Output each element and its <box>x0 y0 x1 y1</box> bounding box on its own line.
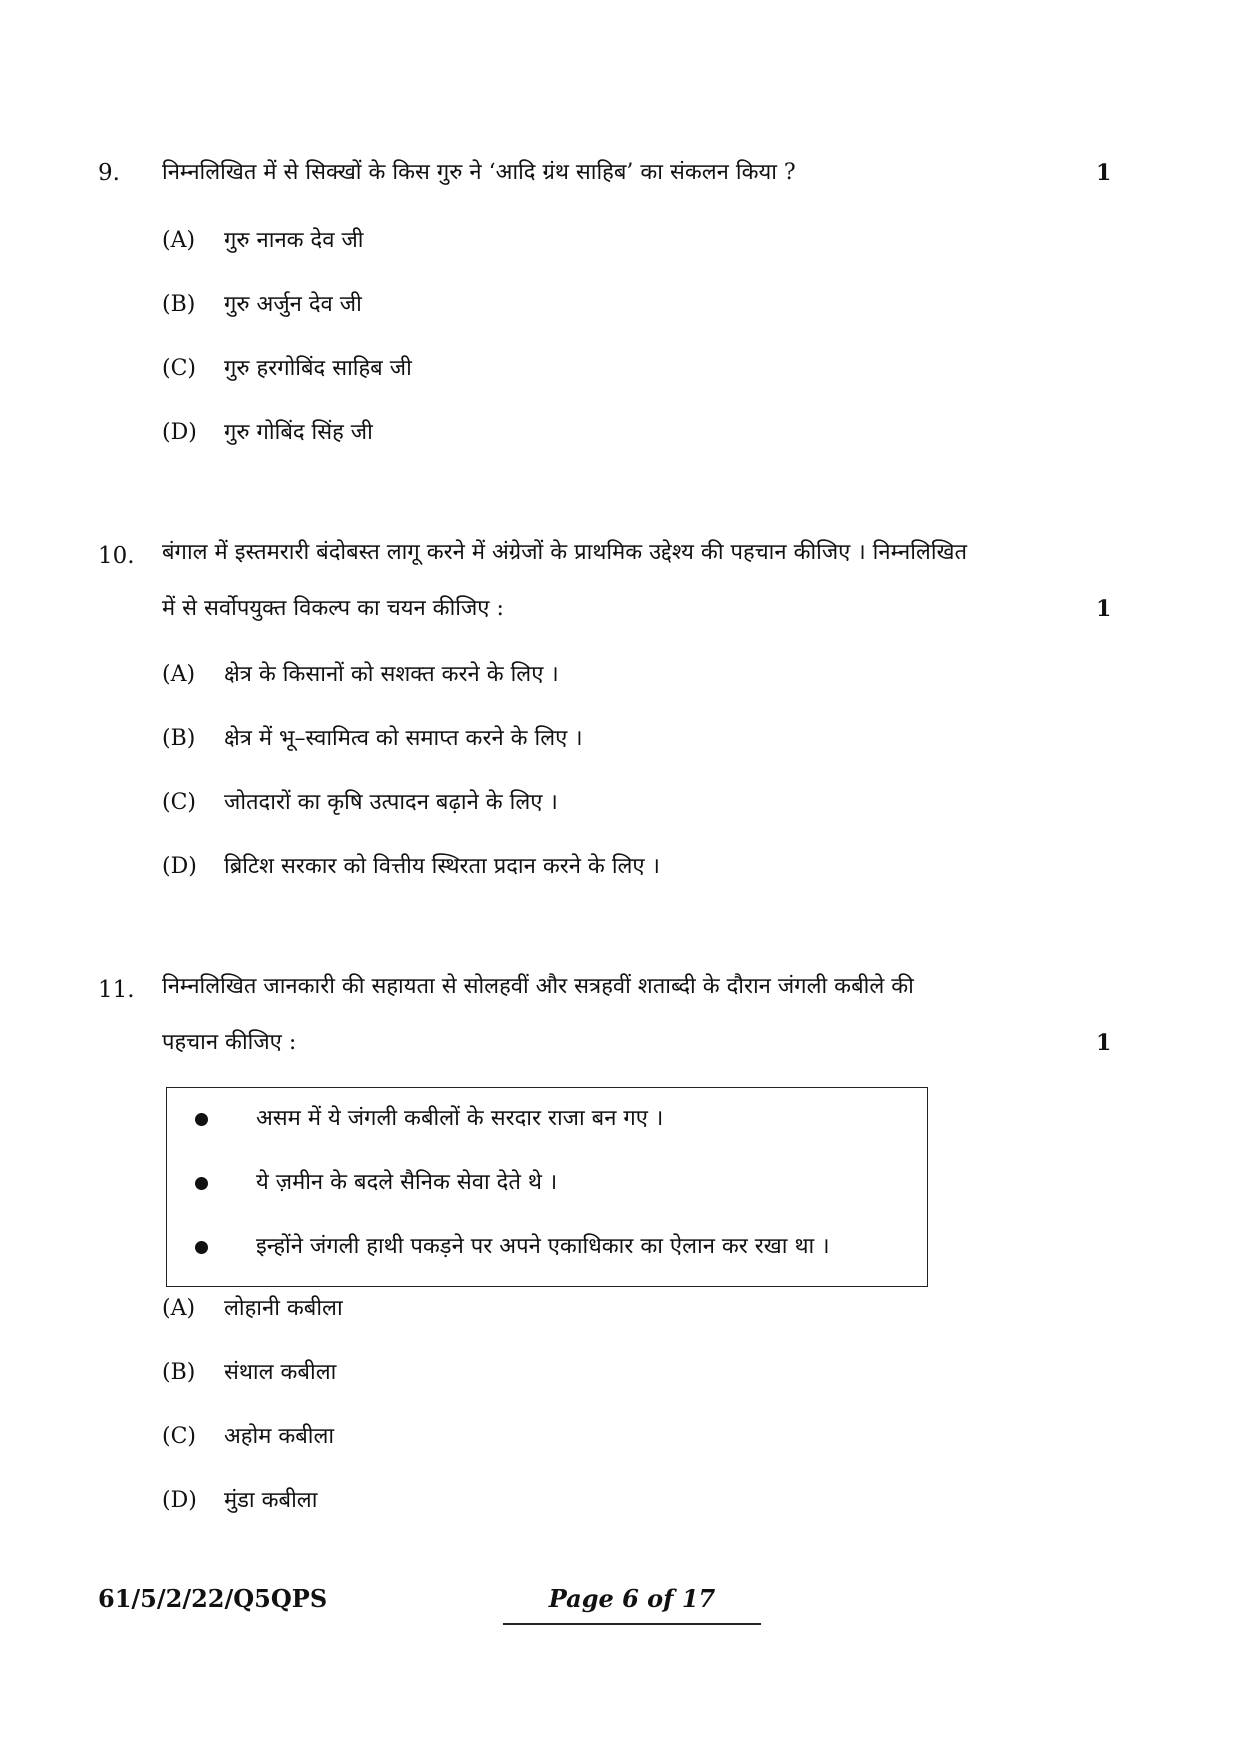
option-c <box>162 352 412 382</box>
option-label: (A) <box>162 662 196 687</box>
question-number: 9. <box>98 160 120 186</box>
option-d <box>162 850 660 880</box>
option-label: (A) <box>162 228 196 253</box>
option-label: (C) <box>162 356 196 381</box>
question-marks: 1 <box>1096 160 1112 186</box>
option-label: (B) <box>162 1360 196 1385</box>
question-marks: 1 <box>1096 1030 1112 1056</box>
option-text: मुंडा कबीला <box>224 1488 318 1513</box>
question-text-line-2: पहचान कीजिए : <box>162 1030 297 1055</box>
option-text: ब्रिटिश सरकार को वित्तीय स्थिरता प्रदान करने के लिए । <box>224 854 660 879</box>
option-c <box>162 786 558 816</box>
question-number: 10. <box>98 543 135 569</box>
question-marks: 1 <box>1096 596 1112 622</box>
paper-code: 61/5/2/22/Q5QPS <box>98 1584 328 1613</box>
info-point-text: ये ज़मीन के बदले सैनिक सेवा देते थे । <box>256 1170 558 1195</box>
option-label: (C) <box>162 790 196 815</box>
option-text: क्षेत्र में भू–स्वामित्व को समाप्त करने के लिए । <box>224 726 583 751</box>
option-text: गुरु गोबिंद सिंह जी <box>224 420 373 445</box>
info-point <box>195 1166 557 1196</box>
option-text: अहोम कबीला <box>224 1424 335 1449</box>
info-point <box>195 1230 830 1260</box>
info-point <box>195 1102 663 1132</box>
option-c <box>162 1420 334 1450</box>
option-label: (D) <box>162 420 197 445</box>
info-box <box>166 1087 928 1287</box>
option-text: संथाल कबीला <box>224 1360 337 1385</box>
question-text-line-1: बंगाल में इस्तमरारी बंदोबस्त लागू करने में अंग्रेजों के प्राथमिक उद्देश्य की पहचान कीजिए । निम्नलिखित <box>162 540 968 565</box>
question-text-line-1: निम्नलिखित जानकारी की सहायता से सोलहवीं और सत्रहवीं शताब्दी के दौरान जंगली कबीले की <box>162 974 914 999</box>
info-point-text: असम में ये जंगली कबीलों के सरदार राजा बन गए । <box>256 1106 664 1131</box>
option-a <box>162 1292 343 1322</box>
option-label: (B) <box>162 726 196 751</box>
option-text: लोहानी कबीला <box>224 1296 343 1321</box>
option-label: (A) <box>162 1296 196 1321</box>
page-number: Page 6 of 17 <box>548 1584 716 1613</box>
option-label: (D) <box>162 854 197 879</box>
option-text: गुरु नानक देव जी <box>224 228 364 253</box>
option-label: (B) <box>162 292 196 317</box>
bullet-icon <box>195 1113 208 1126</box>
option-a <box>162 658 559 688</box>
option-text: क्षेत्र के किसानों को सशक्त करने के लिए । <box>224 662 559 687</box>
option-text: गुरु हरगोबिंद साहिब जी <box>224 356 412 381</box>
option-b <box>162 288 362 318</box>
option-label: (C) <box>162 1424 196 1449</box>
question-text: निम्नलिखित में से सिक्खों के किस गुरु ने ‘आदि ग्रंथ साहिब’ का संकलन किया ? <box>162 160 796 185</box>
option-label: (D) <box>162 1488 197 1513</box>
option-b <box>162 1356 336 1386</box>
option-d <box>162 416 373 446</box>
option-b <box>162 722 583 752</box>
page-number-underline <box>503 1623 761 1625</box>
question-number: 11. <box>98 977 135 1003</box>
option-a <box>162 224 363 254</box>
option-text: गुरु अर्जुन देव जी <box>224 292 362 317</box>
question-text-line-2: में से सर्वोपयुक्त विकल्प का चयन कीजिए : <box>162 596 504 621</box>
option-d <box>162 1484 317 1514</box>
bullet-icon <box>195 1177 208 1190</box>
info-point-text: इन्होंने जंगली हाथी पकड़ने पर अपने एकाधिकार का ऐलान कर रखा था । <box>256 1234 830 1259</box>
option-text: जोतदारों का कृषि उत्पादन बढ़ाने के लिए । <box>224 790 558 815</box>
bullet-icon <box>195 1241 208 1254</box>
